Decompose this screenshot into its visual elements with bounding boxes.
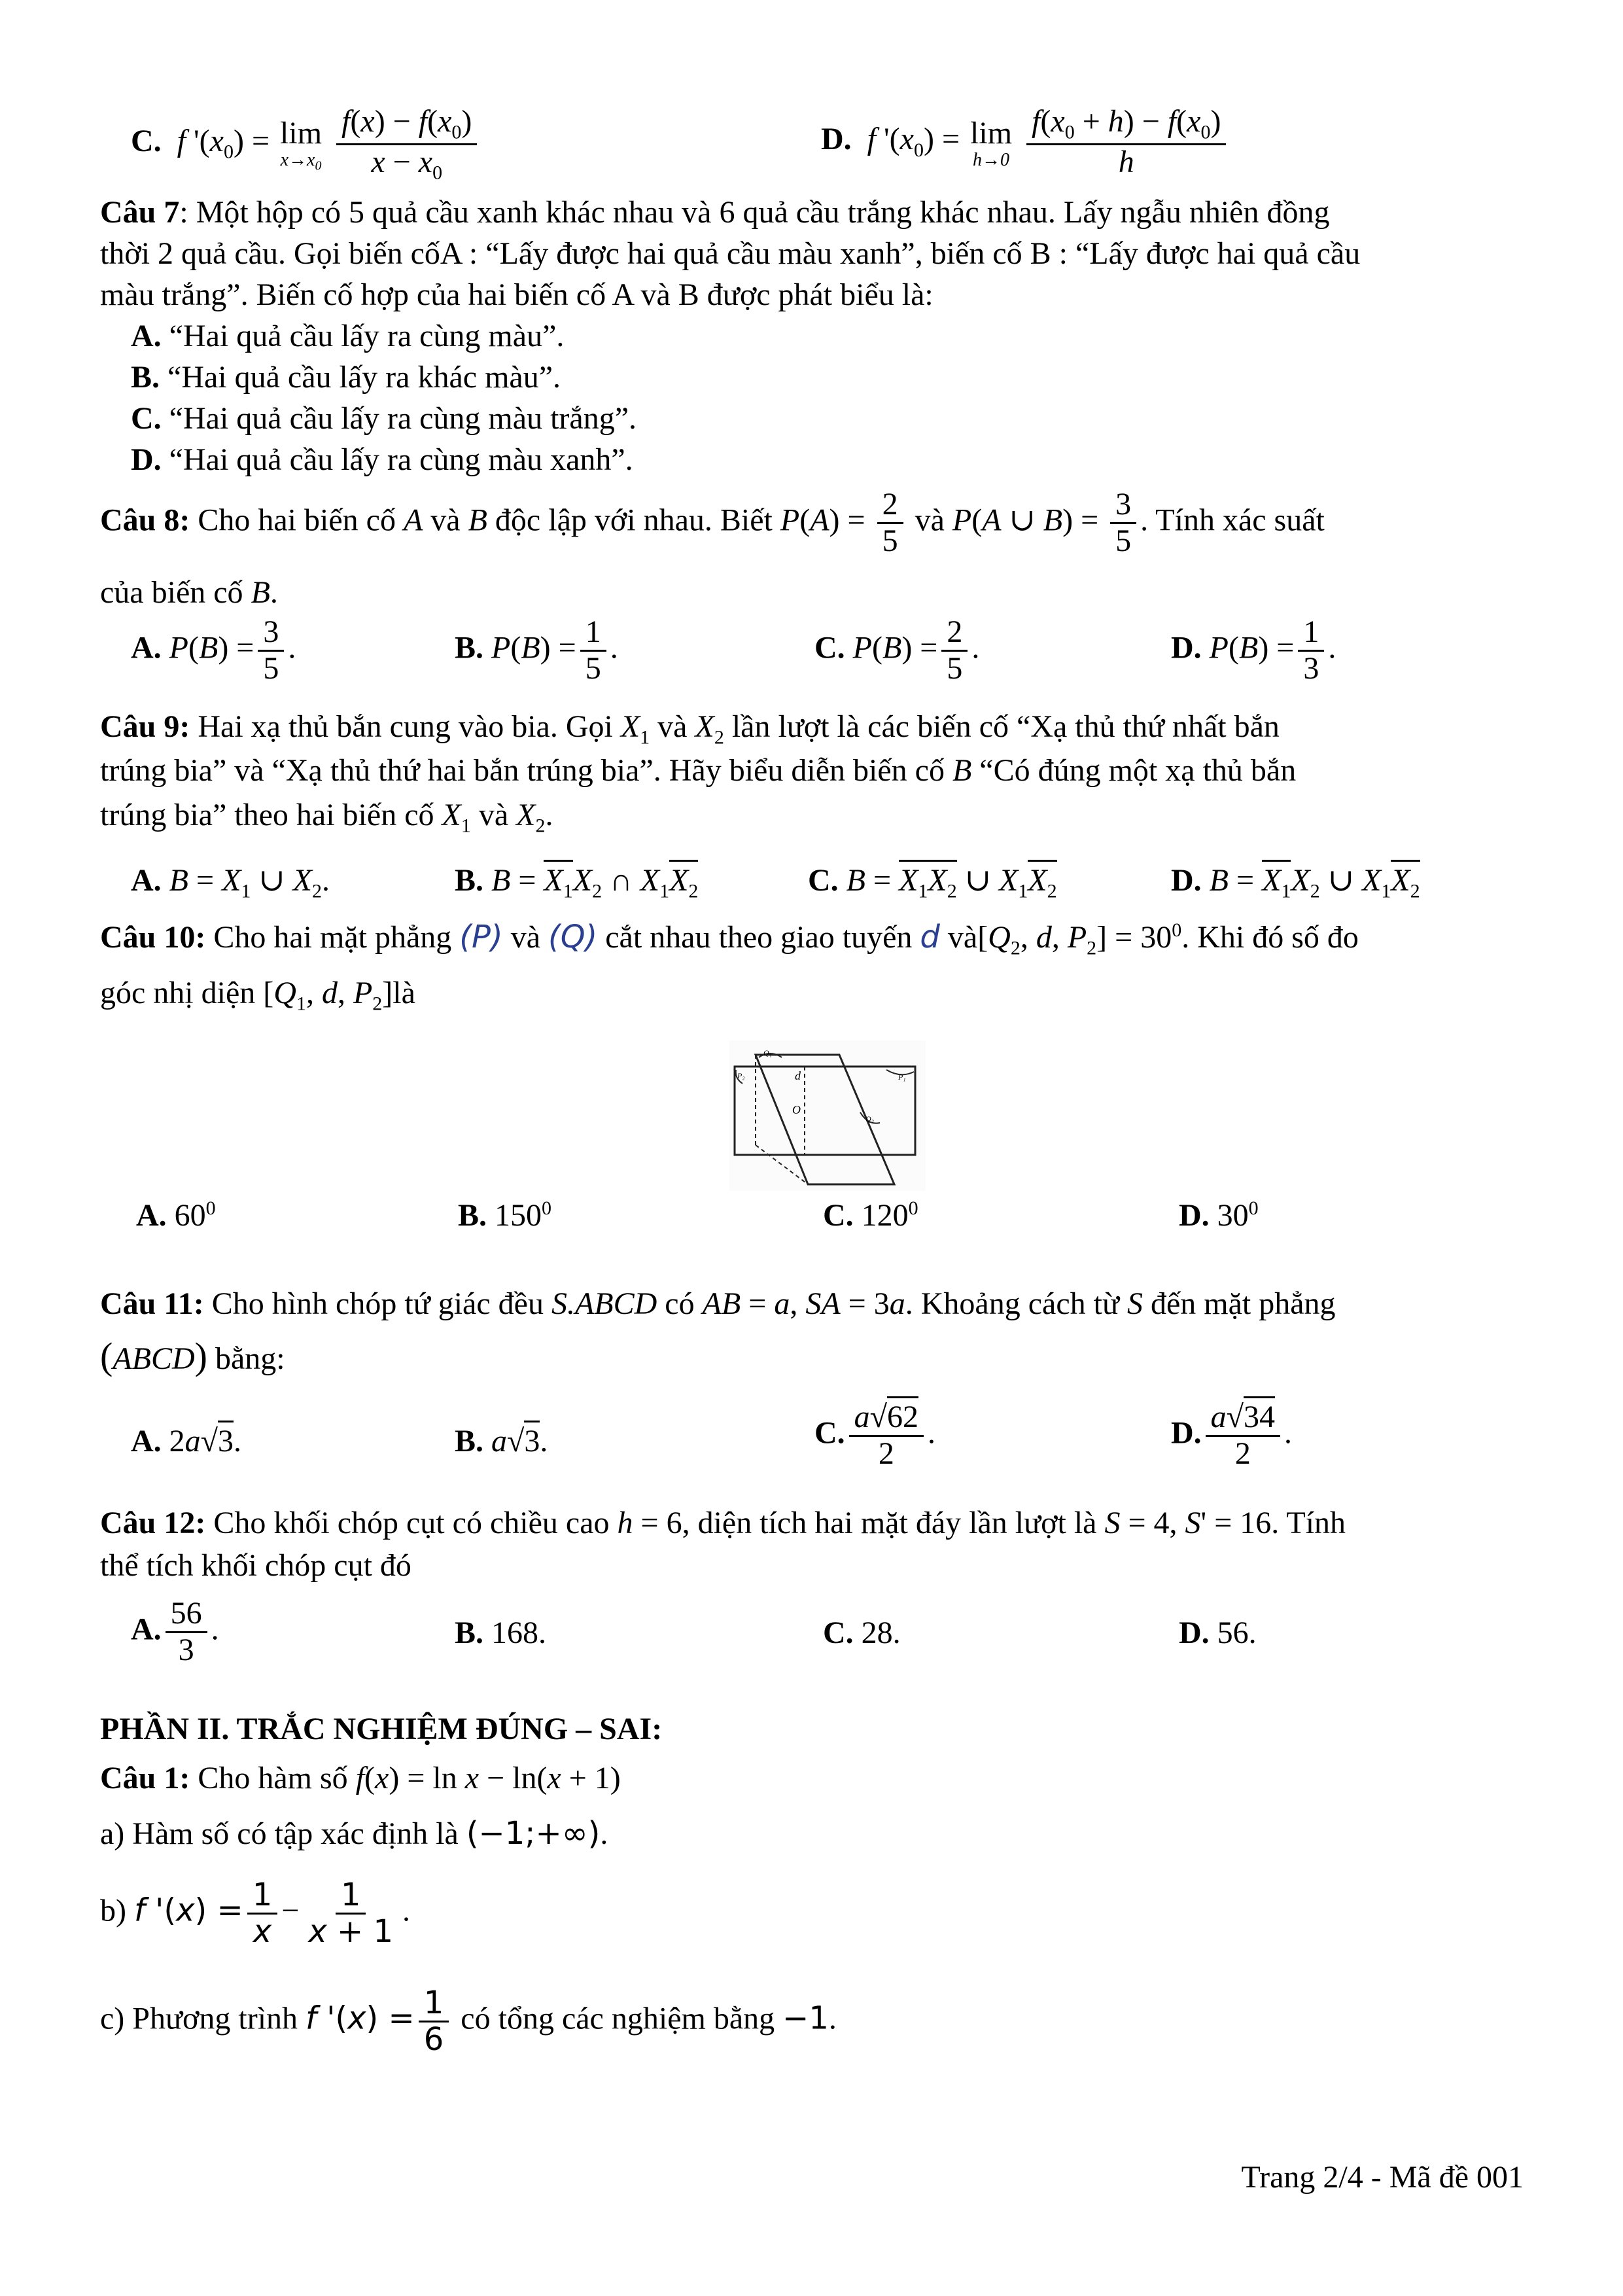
q11-option-a: A. 2a√3. xyxy=(131,1423,241,1459)
q12-option-b: B. 168. xyxy=(455,1616,547,1650)
q12-option-a: A. $\frac{56}{3}$ . xyxy=(131,1596,219,1667)
q9-line1: Câu 9: Hai xạ thủ bắn cung vào bia. Gọi $X_1$ và $X_2$ lần lượt là các biến cố “Xạ thủ thứ nhất bắn xyxy=(100,709,1280,749)
q9-option-a: A. $B = X_1$ ∪ $X_2$. xyxy=(131,863,330,902)
q10-line2: góc nhị diện [$Q_1$, d, $P_2]là$ xyxy=(100,976,415,1015)
q7-line2: thời 2 quả cầu. Gọi biến cốA : “Lấy được hai quả cầu màu xanh”, biến cố B : “Lấy được hai quả cầu xyxy=(100,236,1361,271)
q10-line1: Câu 10: Cho hai mặt phẳng (P) và (Q) cắt nhau theo giao tuyến d $và[Q_2$, d, $P_2] = 30^0$. Khi đó số đo xyxy=(100,919,1359,959)
q12-line1: Câu 12: Cho khối chóp cụt có chiều cao h = 6, diện tích hai mặt đáy lần lượt là S = 4, S' = 16. Tính xyxy=(100,1506,1346,1540)
q8-option-c: C. P(B) = $\frac{2}{5}$ . xyxy=(814,614,980,686)
q12-line2: thể tích khối chóp cụt đó xyxy=(100,1548,411,1583)
q10-option-c: C. $120^0$ xyxy=(823,1197,918,1233)
q8-option-a: A. P(B) = $\frac{3}{5}$ . xyxy=(131,614,296,686)
part2-q1-a: a) Hàm số có tập xác định là (−1;+∞). xyxy=(100,1815,608,1852)
part2-q1-c: c) Phương trình f '(x) = $\frac{1}{6}$ có tổng các nghiệm bằng −1. xyxy=(100,1985,837,2058)
q7-option-d: D. “Hai quả cầu lấy ra cùng màu xanh”. xyxy=(131,442,633,477)
q7-option-b: B. “Hai quả cầu lấy ra khác màu”. xyxy=(131,360,561,395)
q11-option-b: B. a√3. xyxy=(455,1423,548,1459)
q7-option-c: C. “Hai quả cầu lấy ra cùng màu trắng”. xyxy=(131,401,637,436)
svg-text:Q₂: Q₂ xyxy=(865,1114,874,1123)
q7-option-a: A. “Hai quả cầu lấy ra cùng màu”. xyxy=(131,319,565,353)
q11-line2: (ABCD) bằng: xyxy=(100,1335,285,1377)
q6-option-d: D. f '$(x_0)$ = lim h→0 $\frac{f(x_0 + h) - f(x_0)}{h}$ xyxy=(821,105,1230,179)
q12-option-d: D. 56. xyxy=(1179,1616,1257,1650)
svg-text:d: d xyxy=(795,1069,801,1082)
part2-heading: PHẦN II. TRẮC NGHIỆM ĐÚNG – SAI: xyxy=(100,1712,663,1746)
q10-option-d: D. $30^0$ xyxy=(1179,1197,1259,1233)
q8-option-b: B. P(B) = $\frac{1}{5}$ . xyxy=(455,614,618,686)
q7-line1: Câu 7: Một hộp có 5 quả cầu xanh khác nhau và 6 quả cầu trắng khác nhau. Lấy ngẫu nhiên đồng xyxy=(100,195,1330,230)
svg-text:O: O xyxy=(792,1103,801,1116)
svg-text:P₂: P₂ xyxy=(737,1071,745,1080)
q7-line3: màu trắng”. Biến cố hợp của hai biến cố A và B được phát biểu là: xyxy=(100,277,934,312)
part2-q1-line: Câu 1: Cho hàm số f(x) = ln x − ln(x + 1) xyxy=(100,1761,621,1795)
svg-text:P₁: P₁ xyxy=(898,1072,906,1082)
svg-text:Q₁: Q₁ xyxy=(763,1048,772,1057)
q9-option-b: B. $B = X_1X_2$ ∩ $X_1X_2$ xyxy=(455,862,698,903)
q8-option-d: D. P(B) = $\frac{1}{3}$ . xyxy=(1171,614,1336,686)
part2-q1-b: b) f '(x) = $\frac{1}{x}$ − $\frac{1}{x + 1}$ . xyxy=(100,1877,410,1950)
q11-line1: Câu 11: Cho hình chóp tứ giác đều S.ABCD có AB = a, SA = 3a. Khoảng cách từ S đến mặt phẳng xyxy=(100,1286,1336,1321)
q9-option-c: C. $B = X_1X_2$ ∪ $X_1X_2$ xyxy=(808,862,1057,903)
q9-line2: trúng bia” và “Xạ thủ thứ hai bắn trúng bia”. Hãy biểu diễn biến cố B “Có đúng một xạ thủ bắn xyxy=(100,753,1297,788)
q10-option-b: B. $150^0$ xyxy=(458,1197,552,1233)
q12-option-c: C. 28. xyxy=(823,1616,901,1650)
q10-option-a: A. $60^0$ xyxy=(136,1197,216,1233)
page-footer: Trang 2/4 - Mã đề 001 xyxy=(1241,2160,1524,2195)
q6-option-c: C. f '$(x_0)$ = lim $x\to x_0$ $\frac{f(x) - f(x_0)}{x - x_0}$ xyxy=(131,105,481,183)
q8-line1: Câu 8: Cho hai biến cố A và B độc lập với nhau. Biết P(A) = $\frac{2}{5}$ và P(A ∪ B) = $\frac{3}{5}$ . Tính xác suất xyxy=(100,487,1325,558)
q9-option-d: D. $B = X_1X_2$ ∪ $X_1X_2$ xyxy=(1171,862,1420,903)
q8-line2: của biến cố B. xyxy=(100,575,278,610)
q11-option-d: D. $\frac{a√34}{2}$ . xyxy=(1171,1400,1292,1472)
q11-option-c: C. $\frac{a√62}{2}$ . xyxy=(814,1400,935,1472)
q9-line3: trúng bia” theo hai biến cố $X_1$ và $X_2$. xyxy=(100,798,553,837)
dihedral-angle-figure xyxy=(729,1040,926,1191)
